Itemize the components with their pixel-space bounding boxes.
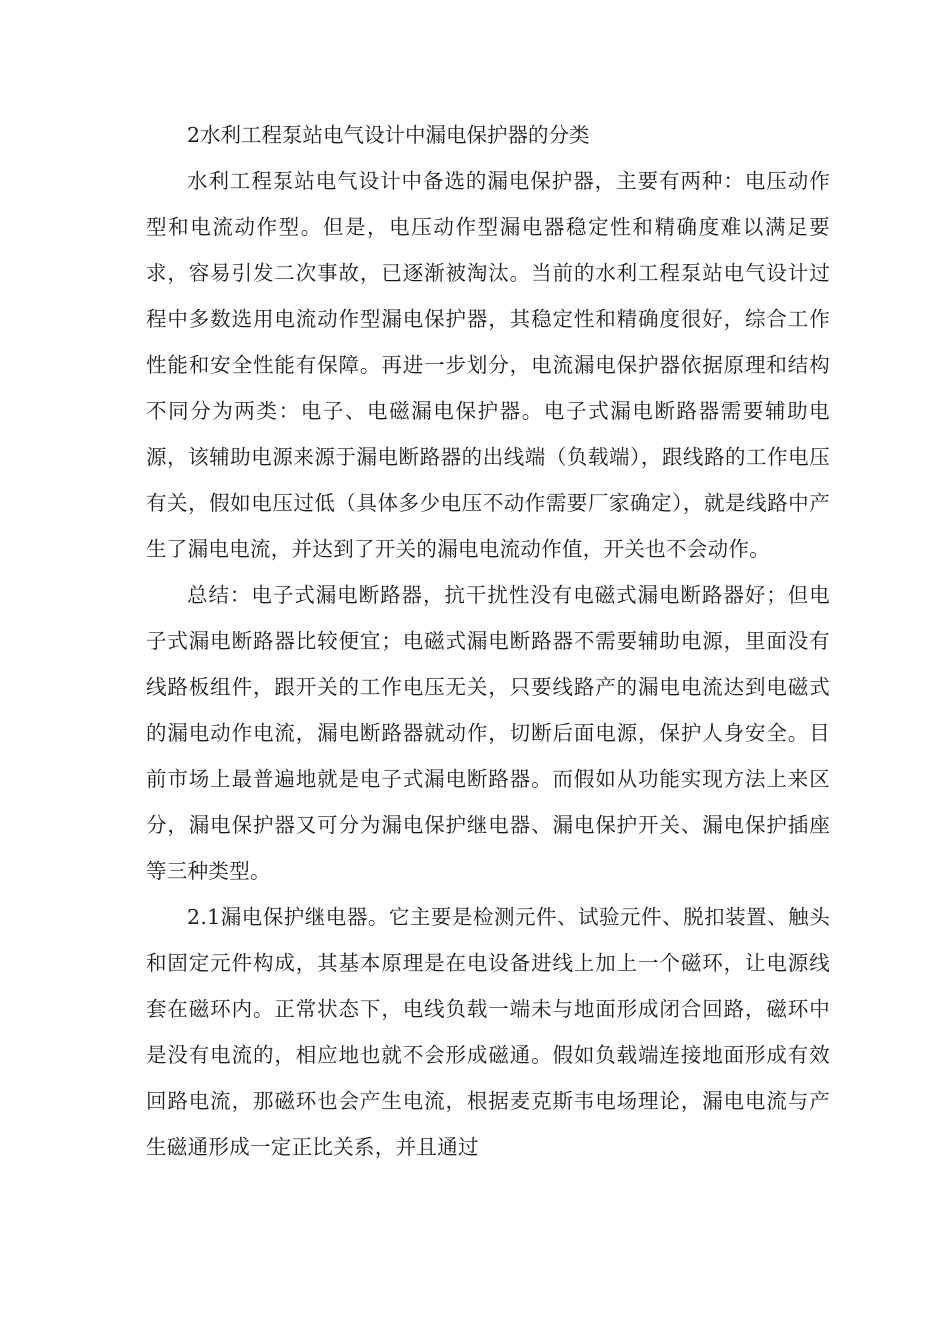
document-page: [146, 112, 830, 1170]
paragraph-summary: 总结：电子式漏电断路器，抗干扰性没有电磁式漏电断路器好；但电子式漏电断路器比较便宜；电磁式漏电断路器不需要辅助电源，里面没有线路板组件，跟开关的工作电压无关，只要线路产的漏电电流达到电磁式的漏电动作电流，漏电断路器就动作，切断后面电源，保护人身安全。目前市场上最普遍地就是电子式漏电断路器。而假如从功能实现方法上来区分，漏电保护器又可分为漏电保护继电器、漏电保护开关、漏电保护插座等三种类型。: [146, 583, 830, 883]
section-heading: 2水利工程泵站电气设计中漏电保护器的分类: [187, 123, 590, 147]
paragraph-intro: 水利工程泵站电气设计中备选的漏电保护器，主要有两种：电压动作型和电流动作型。但是，电压动作型漏电器稳定性和精确度难以满足要求，容易引发二次事故，已逐渐被淘汰。当前的水利工程泵站电气设计过程中多数选用电流动作型漏电保护器，其稳定性和精确度很好，综合工作性能和安全性能有保障。再进一步划分，电流漏电保护器依据原理和结构不同分为两类：电子、电磁漏电保护器。电子式漏电断路器需要辅助电源，该辅助电源来源于漏电断路器的出线端（负载端），跟线路的工作电压有关，假如电压过低（具体多少电压不动作需要厂家确定），就是线路中产生了漏电电流，并达到了开关的漏电电流动作值，开关也不会动作。: [146, 169, 830, 561]
paragraph-relay: 2.1漏电保护继电器。它主要是检测元件、试验元件、脱扣装置、触头和固定元件构成，其基本原理是在电设备进线上加上一个磁环，让电源线套在磁环内。正常状态下，电线负载一端未与地面形成闭合回路，磁环中是没有电流的，相应地也就不会形成磁通。假如负载端连接地面形成有效回路电流，那磁环也会产生电流，根据麦克斯韦电场理论，漏电电流与产生磁通形成一定正比关系，并且通过: [146, 905, 830, 1159]
